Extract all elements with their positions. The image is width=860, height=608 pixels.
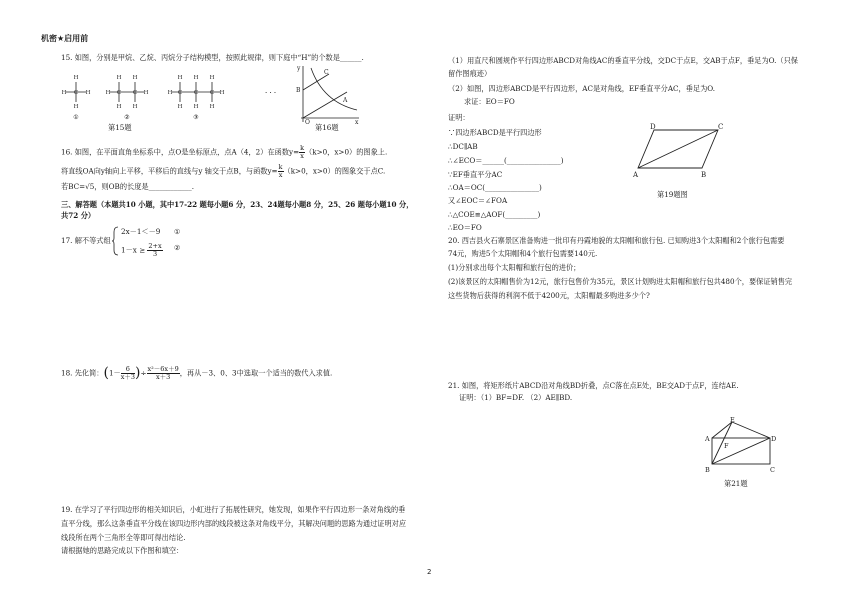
q20-line1: 20. 西吉县火石寨景区准备购进一批印有丹霞地貌的太阳帽和旅行包. 已知购进3个太阳帽和2个旅行包需要 bbox=[448, 236, 785, 245]
q16-line2: 将直线OA向y轴向上平移，平移后的直线与y 轴交于点B，与函数y= $\frac{k}{x}$ （k>0，x>0）的图象交于点C. bbox=[61, 163, 386, 179]
ellipsis-dots: · · · bbox=[265, 89, 277, 97]
mol-label-2: ② bbox=[124, 114, 130, 121]
q20-line4: (2)该景区的太阳帽售价为12元，旅行包售价为35元，景区计划购进太阳帽和旅行包共480个，要保证销售完 bbox=[448, 277, 793, 286]
section3-heading-line1: 三、解答题（本题共10 小题，其中17-22 题每小题6 分，23、24题每小题8 分，25、26 题每小题10 分， bbox=[61, 200, 414, 209]
q16-caption: 第16题 bbox=[315, 123, 339, 132]
q21-fig-caption: 第21题 bbox=[724, 479, 748, 488]
svg-text:H: H bbox=[193, 104, 199, 110]
q17-inequality-2: 1－x ≥ $\frac{2+x}{3}$ bbox=[121, 242, 162, 258]
svg-text:H: H bbox=[167, 90, 173, 96]
q21-fig-label-d: D bbox=[771, 435, 777, 443]
q21-fig-label-f: F bbox=[724, 442, 729, 450]
svg-text:H: H bbox=[177, 75, 183, 81]
q15-caption: 第15题 bbox=[108, 123, 132, 132]
q19-fig-label-a: A bbox=[633, 171, 639, 179]
q19-fig-label-b: B bbox=[701, 171, 707, 179]
svg-text:H: H bbox=[209, 75, 215, 81]
q18-expression: 18. 先化简：(1－ $\frac{6}{x+3}$ )÷ $\frac{\text{x²－6x＋9}}{x+3}$ ，再从－3、0、3中选取一个适当的数代入求值. bbox=[61, 365, 333, 381]
confidential-header: 机密★启用前 bbox=[41, 34, 89, 43]
mol-label-1: ① bbox=[73, 114, 79, 121]
q20-line2: 74元，购进5个太阳帽和4个旅行包需要140元. bbox=[448, 249, 598, 258]
q17-inequality-1: 2x－1＜－9 bbox=[121, 227, 161, 236]
q19-proof-step4: ∵EF垂直平分AC bbox=[448, 170, 503, 179]
svg-text:H: H bbox=[85, 90, 91, 96]
q21-fig-label-b: B bbox=[705, 466, 710, 474]
q21-fig-label-e: E bbox=[730, 416, 735, 424]
svg-text:C: C bbox=[193, 90, 199, 96]
section3-heading-line2: 共72 分） bbox=[61, 211, 96, 220]
q19-part2-prove: 求证：EO＝FO bbox=[464, 97, 515, 106]
q21-line1: 21. 如图，将矩形纸片ABCD沿对角线BD折叠，点C落在点E处，BE交AD于点F，连结AE. bbox=[448, 381, 739, 390]
q19-fig-caption: 第19题图 bbox=[657, 190, 688, 199]
svg-text:H: H bbox=[209, 104, 215, 110]
q21-fig-label-a: A bbox=[705, 435, 710, 443]
q21-fig-label-c: C bbox=[770, 466, 775, 474]
q19-fig-label-d: D bbox=[650, 123, 656, 131]
svg-text:H: H bbox=[143, 90, 149, 96]
q21-line2: 证明：（1）BF=DF. （2）AE∥BD. bbox=[459, 393, 573, 402]
svg-text:H: H bbox=[116, 104, 122, 110]
q16-label-a: A bbox=[343, 97, 348, 104]
q15-molecule-figures bbox=[60, 68, 310, 126]
q16-figure bbox=[293, 62, 363, 126]
svg-text:H: H bbox=[116, 75, 122, 81]
svg-text:C: C bbox=[132, 90, 138, 96]
svg-text:C: C bbox=[73, 90, 79, 96]
q19-proof-step6: 又∠EOC＝∠FOA bbox=[448, 196, 508, 205]
q19-proof-step1: ∵四边形ABCD是平行四边形 bbox=[448, 128, 542, 137]
mol-label-3: ③ bbox=[193, 114, 199, 121]
q19-proof-step8: ∴EO＝FO bbox=[448, 223, 482, 232]
q19-proof-step7: ∴△COE≌△AOF(_________) bbox=[448, 210, 541, 219]
q19-part1-line2: 留作图痕迹） bbox=[448, 69, 492, 78]
svg-text:H: H bbox=[73, 75, 79, 81]
q20-line5: 这些货物后获得的利润不低于4200元，太阳帽最多购进多少个? bbox=[448, 291, 650, 300]
svg-text:H: H bbox=[132, 104, 138, 110]
svg-text:H: H bbox=[132, 75, 138, 81]
svg-text:C: C bbox=[116, 90, 122, 96]
q19-proof-step2: ∴DC∥AB bbox=[448, 142, 478, 151]
q15-text: 15. 如图，分别是甲烷、乙烷、丙烷分子结构模型，按照此规律，则下庭中“H”的个数是______. bbox=[61, 53, 364, 62]
q17-label: 17. 解不等式组 bbox=[61, 236, 111, 245]
q19-line4: 请根据她的思路完成以下作图和填空： bbox=[61, 546, 184, 555]
svg-text:H: H bbox=[193, 75, 199, 81]
q16-line1: 16. 如图，在平面直角坐标系中，点O是坐标原点，点A（4，2）在函数y= $\frac{k}{x}$ （k>0，x>0）的图象上. bbox=[61, 144, 388, 160]
q19-part2-line1: （2）如图，四边形ABCD是平行四边形，AC是对角线，EF垂直平分AC，垂足为O. bbox=[448, 84, 716, 93]
svg-text:H: H bbox=[105, 90, 111, 96]
q19-line1: 19. 在学习了平行四边形的相关知识后，小虹进行了拓展性研究，她发现，如果作平行四边形一条对角线的垂 bbox=[61, 505, 406, 514]
q21-fold-figure bbox=[700, 416, 780, 476]
q16-label-o: O bbox=[305, 119, 310, 126]
q19-line3: 线段所在两个三角形全等即可得出结论. bbox=[61, 533, 186, 542]
svg-text:C: C bbox=[177, 90, 183, 96]
q16-label-y: y bbox=[297, 65, 301, 72]
q16-label-x: x bbox=[355, 119, 359, 126]
page-number: 2 bbox=[427, 568, 432, 576]
svg-text:H: H bbox=[177, 104, 183, 110]
q16-label-b: B bbox=[296, 87, 301, 94]
q19-proof-title: 证明： bbox=[448, 113, 470, 122]
q16-label-c: C bbox=[324, 69, 329, 76]
q19-part1-line1: （1）用直尺和圆规作平行四边形ABCD对角线AC的垂直平分线，交DC于点E，交AB于点F，垂足为O.（只保 bbox=[448, 56, 798, 65]
q17-num-2: ② bbox=[174, 243, 181, 252]
q19-proof-step5: ∴OA＝OC(_______________) bbox=[448, 183, 542, 192]
q17-brace bbox=[111, 226, 119, 256]
q20-line3: (1)分别求出每个太阳帽和旅行包的进价； bbox=[448, 263, 581, 272]
q19-proof-step3: ∴∠ECO＝______(_______________) bbox=[448, 156, 564, 165]
svg-text:H: H bbox=[73, 104, 79, 110]
q17-num-1: ① bbox=[174, 227, 181, 236]
svg-text:C: C bbox=[209, 90, 215, 96]
svg-text:H: H bbox=[61, 90, 67, 96]
q19-parallelogram-figure bbox=[628, 120, 728, 180]
q16-line3: 若BC=√5，则OB的长度是____________. bbox=[61, 182, 194, 191]
q19-fig-label-c: C bbox=[718, 123, 724, 131]
q19-line2: 直平分线，那么这条垂直平分线在该四边形内部的线段被这条对角线平分，其解决问题的思路为通过证明对应 bbox=[61, 519, 407, 528]
svg-text:H: H bbox=[219, 90, 225, 96]
